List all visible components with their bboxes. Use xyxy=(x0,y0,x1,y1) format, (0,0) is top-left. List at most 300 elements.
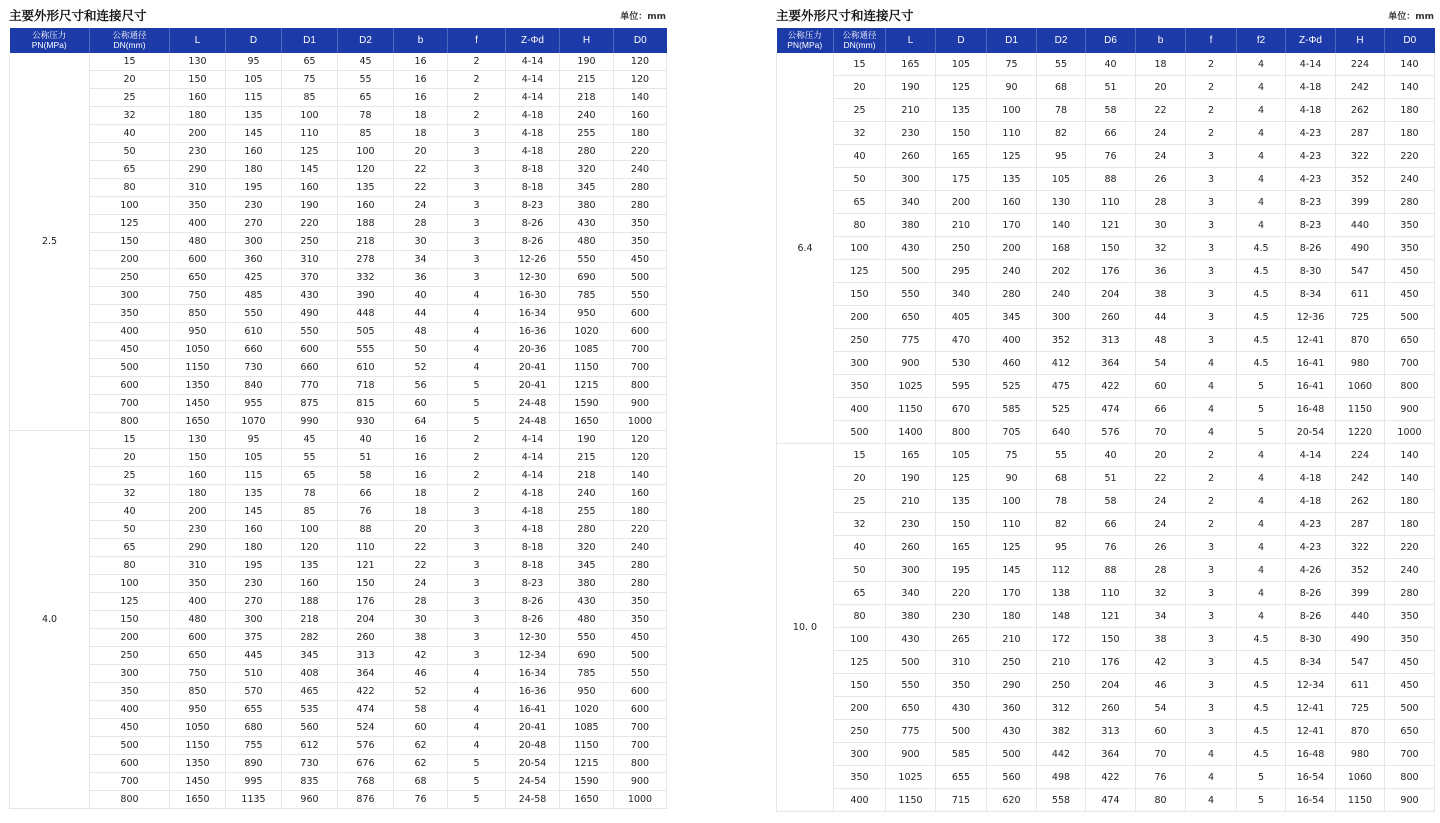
table-cell: 655 xyxy=(226,701,282,719)
table-cell: 54 xyxy=(1136,352,1186,375)
table-cell: 480 xyxy=(170,233,226,251)
table-cell: 110 xyxy=(338,539,394,557)
table-cell: 8-26 xyxy=(1286,582,1336,605)
nominal-diameter-cell: 125 xyxy=(834,651,886,674)
table-cell: 5 xyxy=(448,773,506,791)
table-cell: 715 xyxy=(936,789,987,812)
table-cell: 300 xyxy=(1037,306,1086,329)
table-row xyxy=(10,701,667,719)
table-row xyxy=(10,467,667,485)
table-cell: 135 xyxy=(226,107,282,125)
table-cell: 120 xyxy=(282,539,338,557)
table-cell: 995 xyxy=(226,773,282,791)
table-row xyxy=(10,629,667,647)
table-row xyxy=(10,557,667,575)
table-cell: 345 xyxy=(987,306,1037,329)
table-cell: 8-26 xyxy=(506,215,560,233)
left-table-body xyxy=(10,53,667,809)
table-cell: 815 xyxy=(338,395,394,413)
nominal-diameter-cell: 300 xyxy=(90,287,170,305)
table-cell: 364 xyxy=(1086,352,1136,375)
nominal-diameter-cell: 200 xyxy=(90,629,170,647)
table-cell: 4 xyxy=(448,287,506,305)
table-cell: 4-14 xyxy=(506,467,560,485)
table-cell: 3 xyxy=(448,611,506,629)
table-cell: 3 xyxy=(448,161,506,179)
table-cell: 170 xyxy=(987,214,1037,237)
table-cell: 5 xyxy=(448,395,506,413)
nominal-diameter-cell: 125 xyxy=(834,260,886,283)
table-cell: 440 xyxy=(1336,214,1385,237)
table-cell: 204 xyxy=(1086,674,1136,697)
table-cell: 100 xyxy=(338,143,394,161)
table-cell: 4 xyxy=(1237,53,1286,76)
table-cell: 3 xyxy=(1186,697,1237,720)
table-cell: 100 xyxy=(282,107,338,125)
nominal-diameter-cell: 40 xyxy=(90,503,170,521)
table-cell: 38 xyxy=(1136,283,1186,306)
table-cell: 1150 xyxy=(170,359,226,377)
nominal-diameter-cell: 20 xyxy=(90,71,170,89)
table-cell: 24-48 xyxy=(506,413,560,431)
table-cell: 28 xyxy=(1136,191,1186,214)
nominal-diameter-cell: 150 xyxy=(834,283,886,306)
table-cell: 22 xyxy=(1136,467,1186,490)
table-cell: 4-18 xyxy=(1286,76,1336,99)
table-cell: 450 xyxy=(614,251,667,269)
table-cell: 195 xyxy=(226,179,282,197)
table-cell: 412 xyxy=(1037,352,1086,375)
right-spec-panel xyxy=(776,0,1434,812)
table-cell: 4-14 xyxy=(1286,444,1336,467)
table-cell: 4.5 xyxy=(1237,674,1286,697)
table-cell: 34 xyxy=(394,251,448,269)
table-cell: 121 xyxy=(338,557,394,575)
table-cell: 530 xyxy=(936,352,987,375)
table-cell: 150 xyxy=(170,71,226,89)
table-cell: 120 xyxy=(614,71,667,89)
right-header-col-5: D2 xyxy=(1037,28,1086,53)
right-header-pn: 公称压力 PN(MPa) xyxy=(777,28,834,53)
table-row xyxy=(777,582,1435,605)
table-cell: 4-14 xyxy=(506,71,560,89)
table-cell: 265 xyxy=(936,628,987,651)
table-cell: 5 xyxy=(1237,398,1286,421)
table-cell: 1590 xyxy=(560,773,614,791)
table-cell: 24 xyxy=(1136,145,1186,168)
table-cell: 75 xyxy=(987,53,1037,76)
table-cell: 42 xyxy=(394,647,448,665)
table-cell: 16-36 xyxy=(506,683,560,701)
table-cell: 22 xyxy=(394,539,448,557)
table-cell: 88 xyxy=(1086,559,1136,582)
table-cell: 1450 xyxy=(170,395,226,413)
table-cell: 4 xyxy=(448,719,506,737)
table-cell: 3 xyxy=(1186,582,1237,605)
table-cell: 8-23 xyxy=(506,197,560,215)
table-cell: 840 xyxy=(226,377,282,395)
table-row xyxy=(777,283,1435,306)
table-cell: 204 xyxy=(338,611,394,629)
table-cell: 4-18 xyxy=(1286,467,1336,490)
table-cell: 450 xyxy=(1385,260,1435,283)
table-cell: 430 xyxy=(987,720,1037,743)
table-cell: 20-41 xyxy=(506,377,560,395)
table-cell: 4.5 xyxy=(1237,306,1286,329)
table-cell: 36 xyxy=(1136,260,1186,283)
table-cell: 585 xyxy=(987,398,1037,421)
nominal-diameter-cell: 15 xyxy=(834,444,886,467)
table-cell: 524 xyxy=(338,719,394,737)
table-cell: 190 xyxy=(886,76,936,99)
table-cell: 350 xyxy=(170,197,226,215)
table-cell: 4.5 xyxy=(1237,651,1286,674)
table-cell: 18 xyxy=(394,485,448,503)
table-cell: 480 xyxy=(170,611,226,629)
table-cell: 8-18 xyxy=(506,161,560,179)
table-cell: 890 xyxy=(226,755,282,773)
table-cell: 160 xyxy=(170,89,226,107)
table-cell: 835 xyxy=(282,773,338,791)
table-cell: 88 xyxy=(1086,168,1136,191)
table-cell: 60 xyxy=(394,395,448,413)
table-cell: 4 xyxy=(1237,582,1286,605)
table-cell: 148 xyxy=(1037,605,1086,628)
table-cell: 5 xyxy=(448,377,506,395)
nominal-diameter-cell: 100 xyxy=(834,628,886,651)
table-cell: 3 xyxy=(1186,260,1237,283)
table-cell: 270 xyxy=(226,215,282,233)
table-row xyxy=(10,449,667,467)
nominal-diameter-cell: 40 xyxy=(834,536,886,559)
table-cell: 62 xyxy=(394,755,448,773)
table-cell: 28 xyxy=(394,215,448,233)
table-cell: 3 xyxy=(1186,191,1237,214)
nominal-diameter-cell: 150 xyxy=(90,233,170,251)
nominal-diameter-cell: 32 xyxy=(834,513,886,536)
table-cell: 500 xyxy=(987,743,1037,766)
table-cell: 300 xyxy=(886,559,936,582)
table-cell: 287 xyxy=(1336,513,1385,536)
table-cell: 345 xyxy=(282,647,338,665)
table-cell: 380 xyxy=(886,214,936,237)
left-spec-panel xyxy=(9,0,666,809)
left-header-col-4: D1 xyxy=(282,28,338,53)
table-cell: 200 xyxy=(987,237,1037,260)
nominal-diameter-cell: 350 xyxy=(834,766,886,789)
nominal-diameter-cell: 32 xyxy=(90,107,170,125)
table-cell: 85 xyxy=(338,125,394,143)
table-row xyxy=(10,377,667,395)
table-cell: 82 xyxy=(1037,513,1086,536)
nominal-diameter-cell: 500 xyxy=(834,421,886,444)
table-cell: 5 xyxy=(448,413,506,431)
table-cell: 350 xyxy=(936,674,987,697)
table-cell: 20-54 xyxy=(506,755,560,773)
table-cell: 2 xyxy=(1186,513,1237,536)
table-row xyxy=(10,251,667,269)
table-cell: 280 xyxy=(1385,191,1435,214)
table-cell: 280 xyxy=(560,143,614,161)
table-cell: 870 xyxy=(1336,720,1385,743)
table-cell: 51 xyxy=(1086,76,1136,99)
table-row xyxy=(777,444,1435,467)
table-cell: 400 xyxy=(170,215,226,233)
table-cell: 110 xyxy=(282,125,338,143)
table-cell: 705 xyxy=(987,421,1037,444)
table-cell: 382 xyxy=(1037,720,1086,743)
table-cell: 800 xyxy=(1385,766,1435,789)
table-cell: 215 xyxy=(560,71,614,89)
table-cell: 770 xyxy=(282,377,338,395)
nominal-diameter-cell: 80 xyxy=(90,557,170,575)
table-cell: 202 xyxy=(1037,260,1086,283)
nominal-diameter-cell: 50 xyxy=(834,559,886,582)
nominal-diameter-cell: 600 xyxy=(90,755,170,773)
table-cell: 350 xyxy=(614,233,667,251)
nominal-diameter-cell: 450 xyxy=(90,341,170,359)
table-cell: 4-26 xyxy=(1286,559,1336,582)
table-cell: 4-18 xyxy=(506,503,560,521)
table-cell: 218 xyxy=(338,233,394,251)
table-row xyxy=(777,605,1435,628)
nominal-diameter-cell: 65 xyxy=(90,161,170,179)
table-cell: 220 xyxy=(614,143,667,161)
table-cell: 670 xyxy=(936,398,987,421)
table-cell: 3 xyxy=(448,179,506,197)
table-cell: 8-18 xyxy=(506,557,560,575)
table-cell: 475 xyxy=(1037,375,1086,398)
table-row xyxy=(10,143,667,161)
table-cell: 4 xyxy=(1186,789,1237,812)
table-cell: 260 xyxy=(338,629,394,647)
table-cell: 60 xyxy=(394,719,448,737)
table-cell: 70 xyxy=(1136,421,1186,444)
table-cell: 850 xyxy=(170,683,226,701)
table-cell: 55 xyxy=(338,71,394,89)
table-cell: 1400 xyxy=(886,421,936,444)
table-cell: 510 xyxy=(226,665,282,683)
table-cell: 95 xyxy=(1037,145,1086,168)
left-panel-header xyxy=(9,0,666,28)
table-cell: 350 xyxy=(1385,628,1435,651)
table-cell: 24-54 xyxy=(506,773,560,791)
table-row xyxy=(777,214,1435,237)
table-cell: 255 xyxy=(560,503,614,521)
table-cell: 700 xyxy=(614,341,667,359)
table-cell: 250 xyxy=(1037,674,1086,697)
table-cell: 130 xyxy=(170,53,226,71)
table-cell: 3 xyxy=(448,143,506,161)
table-cell: 150 xyxy=(1086,628,1136,651)
table-cell: 340 xyxy=(886,582,936,605)
table-row xyxy=(10,161,667,179)
nominal-diameter-cell: 200 xyxy=(834,697,886,720)
table-cell: 474 xyxy=(1086,789,1136,812)
table-cell: 850 xyxy=(170,305,226,323)
table-cell: 8-23 xyxy=(506,575,560,593)
table-row xyxy=(777,766,1435,789)
table-row xyxy=(10,503,667,521)
nominal-diameter-cell: 125 xyxy=(90,593,170,611)
nominal-diameter-cell: 65 xyxy=(90,539,170,557)
table-cell: 2 xyxy=(448,89,506,107)
table-cell: 220 xyxy=(1385,536,1435,559)
table-cell: 110 xyxy=(987,513,1037,536)
table-cell: 4 xyxy=(1186,398,1237,421)
table-row xyxy=(777,720,1435,743)
table-cell: 352 xyxy=(1037,329,1086,352)
nominal-diameter-cell: 25 xyxy=(90,467,170,485)
table-cell: 1150 xyxy=(1336,398,1385,421)
table-cell: 350 xyxy=(1385,214,1435,237)
table-cell: 3 xyxy=(448,629,506,647)
nominal-diameter-cell: 800 xyxy=(90,791,170,809)
table-cell: 38 xyxy=(1136,628,1186,651)
table-cell: 12-41 xyxy=(1286,329,1336,352)
table-row xyxy=(10,647,667,665)
table-cell: 278 xyxy=(338,251,394,269)
table-cell: 2 xyxy=(1186,76,1237,99)
table-cell: 168 xyxy=(1037,237,1086,260)
table-cell: 2 xyxy=(1186,122,1237,145)
table-cell: 4.5 xyxy=(1237,628,1286,651)
nominal-diameter-cell: 80 xyxy=(90,179,170,197)
table-cell: 700 xyxy=(1385,743,1435,766)
table-cell: 460 xyxy=(987,352,1037,375)
table-cell: 422 xyxy=(1086,375,1136,398)
table-cell: 585 xyxy=(936,743,987,766)
table-cell: 500 xyxy=(614,647,667,665)
table-cell: 990 xyxy=(282,413,338,431)
table-cell: 408 xyxy=(282,665,338,683)
left-unit-label: 单位：mm xyxy=(620,12,666,22)
table-cell: 112 xyxy=(1037,559,1086,582)
nominal-diameter-cell: 500 xyxy=(90,359,170,377)
table-cell: 650 xyxy=(886,697,936,720)
table-cell: 4 xyxy=(1237,168,1286,191)
table-cell: 16 xyxy=(394,431,448,449)
table-cell: 785 xyxy=(560,287,614,305)
table-cell: 24 xyxy=(1136,122,1186,145)
table-cell: 22 xyxy=(394,161,448,179)
table-cell: 22 xyxy=(1136,99,1186,122)
table-cell: 448 xyxy=(338,305,394,323)
table-row xyxy=(10,755,667,773)
table-cell: 1000 xyxy=(614,791,667,809)
table-row xyxy=(10,575,667,593)
table-cell: 16-54 xyxy=(1286,789,1336,812)
table-cell: 78 xyxy=(1037,490,1086,513)
table-cell: 210 xyxy=(886,99,936,122)
table-cell: 4.5 xyxy=(1237,237,1286,260)
table-cell: 310 xyxy=(936,651,987,674)
table-cell: 20-54 xyxy=(1286,421,1336,444)
nominal-diameter-cell: 20 xyxy=(834,467,886,490)
table-cell: 875 xyxy=(282,395,338,413)
table-row xyxy=(10,305,667,323)
table-cell: 1025 xyxy=(886,375,936,398)
table-cell: 600 xyxy=(614,323,667,341)
table-cell: 12-41 xyxy=(1286,720,1336,743)
table-cell: 20 xyxy=(1136,76,1186,99)
table-cell: 240 xyxy=(1385,559,1435,582)
table-cell: 180 xyxy=(1385,490,1435,513)
table-cell: 800 xyxy=(936,421,987,444)
table-cell: 980 xyxy=(1336,352,1385,375)
table-cell: 350 xyxy=(614,215,667,233)
table-cell: 1150 xyxy=(1336,789,1385,812)
table-cell: 4 xyxy=(448,323,506,341)
table-cell: 16-54 xyxy=(1286,766,1336,789)
table-cell: 262 xyxy=(1336,490,1385,513)
table-cell: 135 xyxy=(987,168,1037,191)
nominal-diameter-cell: 100 xyxy=(834,237,886,260)
table-cell: 4 xyxy=(448,701,506,719)
table-cell: 210 xyxy=(987,628,1037,651)
nominal-diameter-cell: 150 xyxy=(90,611,170,629)
table-row xyxy=(777,76,1435,99)
table-cell: 800 xyxy=(614,377,667,395)
table-cell: 2 xyxy=(1186,99,1237,122)
table-cell: 95 xyxy=(1037,536,1086,559)
table-cell: 24-48 xyxy=(506,395,560,413)
table-cell: 4-18 xyxy=(506,485,560,503)
table-cell: 320 xyxy=(560,161,614,179)
table-cell: 1450 xyxy=(170,773,226,791)
table-cell: 4-23 xyxy=(1286,122,1336,145)
table-cell: 18 xyxy=(394,125,448,143)
table-cell: 3 xyxy=(448,539,506,557)
table-cell: 24 xyxy=(1136,513,1186,536)
table-cell: 350 xyxy=(614,611,667,629)
right-panel-header xyxy=(776,0,1434,28)
table-cell: 4.5 xyxy=(1237,260,1286,283)
table-cell: 1650 xyxy=(560,413,614,431)
table-row xyxy=(777,467,1435,490)
table-cell: 18 xyxy=(394,503,448,521)
right-header-col-4: D1 xyxy=(987,28,1037,53)
table-row xyxy=(777,398,1435,421)
table-cell: 18 xyxy=(1136,53,1186,76)
table-cell: 44 xyxy=(1136,306,1186,329)
table-cell: 345 xyxy=(560,179,614,197)
table-cell: 690 xyxy=(560,269,614,287)
table-cell: 422 xyxy=(1086,766,1136,789)
table-cell: 165 xyxy=(886,53,936,76)
table-row xyxy=(10,359,667,377)
table-cell: 4 xyxy=(448,359,506,377)
table-cell: 165 xyxy=(936,145,987,168)
table-cell: 3 xyxy=(448,575,506,593)
table-cell: 490 xyxy=(1336,237,1385,260)
table-cell: 3 xyxy=(448,269,506,287)
table-cell: 121 xyxy=(1086,214,1136,237)
table-cell: 230 xyxy=(226,575,282,593)
table-row xyxy=(777,674,1435,697)
table-cell: 200 xyxy=(170,125,226,143)
table-cell: 180 xyxy=(1385,122,1435,145)
right-header-col-3: D xyxy=(936,28,987,53)
table-cell: 16-34 xyxy=(506,665,560,683)
table-cell: 65 xyxy=(282,467,338,485)
table-cell: 70 xyxy=(1136,743,1186,766)
table-cell: 295 xyxy=(936,260,987,283)
table-cell: 4-23 xyxy=(1286,536,1336,559)
table-cell: 58 xyxy=(338,467,394,485)
table-cell: 660 xyxy=(226,341,282,359)
table-cell: 650 xyxy=(1385,720,1435,743)
